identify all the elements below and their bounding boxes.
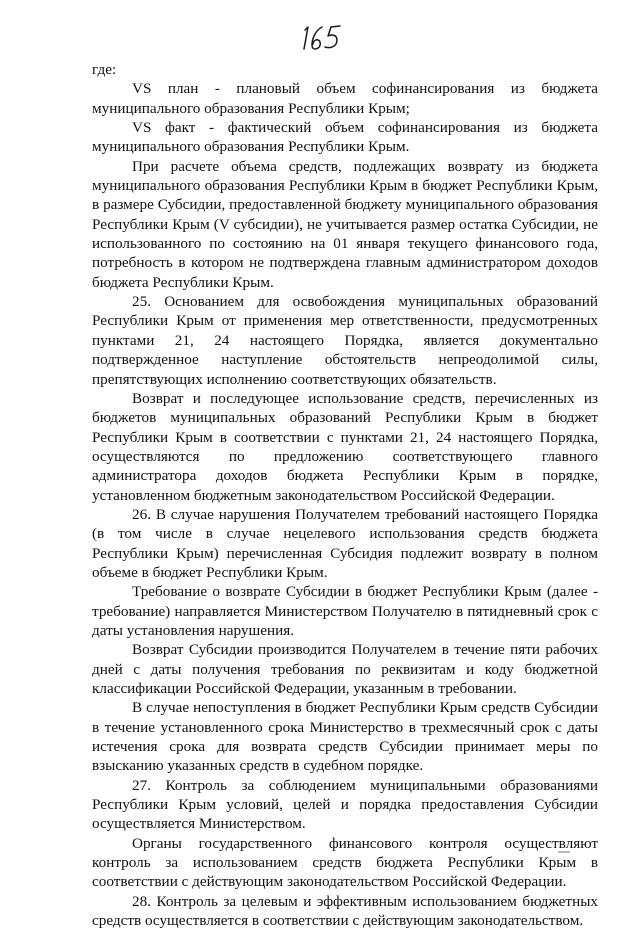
paragraph-clause-28: 28. Контроль за целевым и эффективным использованием бюджетных средств осуществляется в соответствии с действующим законодательством.	[92, 892, 598, 930]
document-body	[92, 60, 598, 930]
paragraph-refund-usage: Возврат и последующее использование средств, перечисленных из бюджетов муниципальных образований Республики Крым в бюджет Республики Крым в соответствии с пунктами 21, 24 настоящего Порядка, осуществляются по предложению соответствующего главного администратора доходов бюджета Республики Крым в порядке, установленном бюджетным законодательством Российской Федерации.	[92, 389, 598, 504]
handwritten-page-number	[296, 18, 348, 58]
paragraph-financial-control: Органы государственного финансового контроля осуществляют контроль за использованием средств бюджета Республики Крым в соответствии с действующим законодательством Российской Федерации.	[92, 834, 598, 891]
paragraph-clause-27: 27. Контроль за соблюдением муниципальными образованиями Республики Крым условий, целей и порядка предоставления Субсидии осуществляется Министерством.	[92, 776, 598, 833]
paragraph-clause-26: 26. В случае нарушения Получателем требований настоящего Порядка (в том числе в случае нецелевого использования средств бюджета Республики Крым) перечисленная Субсидия подлежит возврату в полном объеме в бюджет Республики Крым.	[92, 505, 598, 581]
paragraph-refund-execution: Возврат Субсидии производится Получателем в течение пяти рабочих дней с даты получения требования по реквизитам и коду бюджетной классификации Российской Федерации, указанным в требовании.	[92, 641, 598, 697]
paragraph-where-label: где:	[92, 61, 117, 78]
paragraph-vs-plan-definition: VS план - плановый объем софинансирования из бюджета муниципального образования Республики Крым;	[92, 80, 598, 117]
paragraph-vs-fact-definition: VS факт - фактический объем софинансирования из бюджета муниципального образования Республики Крым.	[92, 119, 598, 156]
scan-mark	[557, 850, 571, 854]
paragraph-refund-calculation: При расчете объема средств, подлежащих возврату из бюджета муниципального образования Республики Крым в бюджет Республики Крым, в размере Субсидии, предоставленной бюджету муниципального образования Республики Крым (V субсидии), не учитывается размер остатка Субсидии, не использованного по состоянию на 01 января текущего финансового года, потребность в котором не подтверждена главным администратором доходов бюджета Республики Крым.	[92, 157, 598, 291]
paragraph-judicial-recovery: В случае непоступления в бюджет Республики Крым средств Субсидии в течение установленного срока Министерство в трехмесячный срок с даты истечения срока для возврата средств Субсидии принимает меры по взысканию указанных средств в судебном порядке.	[92, 699, 598, 775]
paragraph-refund-demand: Требование о возврате Субсидии в бюджет Республики Крым (далее - требование) направляется Министерством Получателю в пятидневный срок с даты установления нарушения.	[92, 583, 598, 639]
paragraph-clause-25: 25. Основанием для освобождения муниципальных образований Республики Крым от применения мер ответственности, предусмотренных пунктами 21, 24 настоящего Порядка, является документально подтвержденное наступление обстоятельств непреодолимой силы, препятствующих исполнению соответствующих обязательств.	[92, 293, 598, 388]
